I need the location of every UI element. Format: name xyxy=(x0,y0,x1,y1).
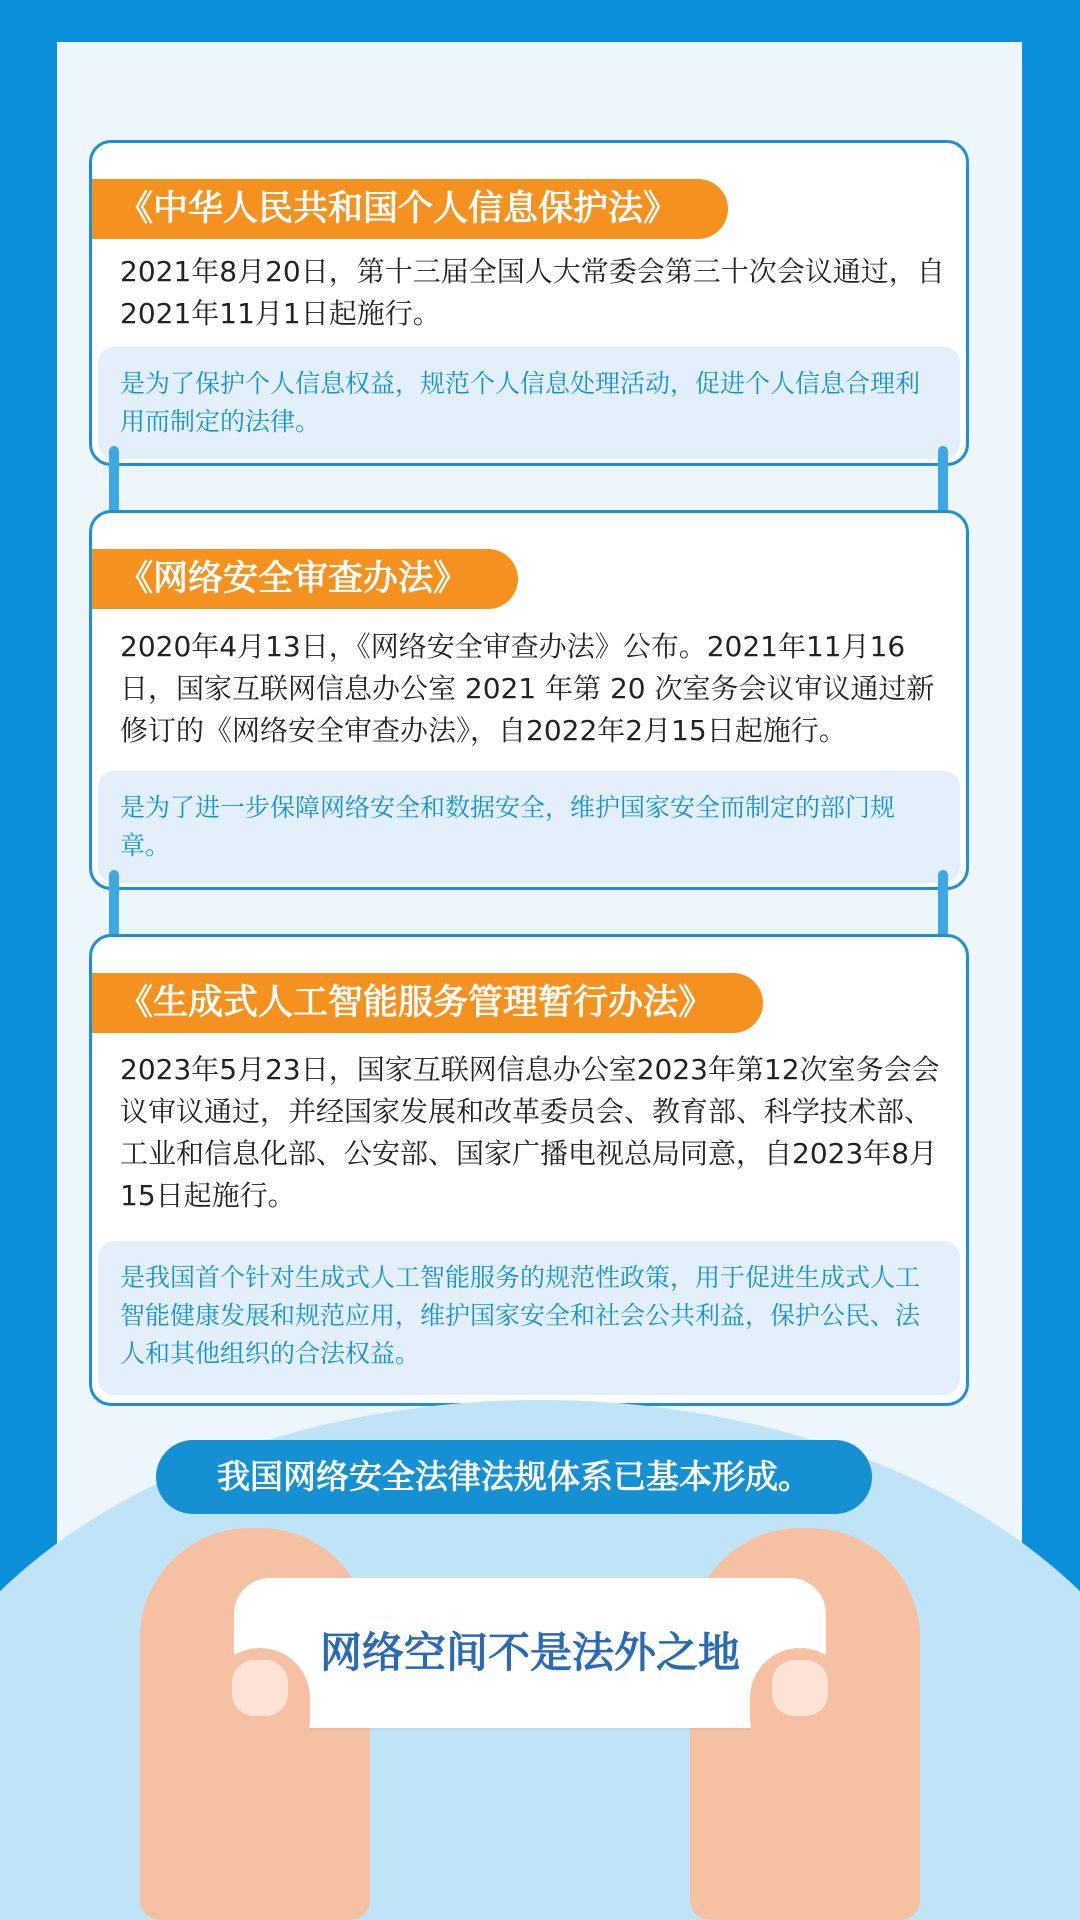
summary-banner: 我国网络安全法律法规体系已基本形成。 xyxy=(156,1440,872,1514)
law-card-cybersecurity-review xyxy=(89,510,969,890)
law-card-pipl xyxy=(89,140,969,466)
law-card-generative-ai xyxy=(89,934,969,1406)
law-card-body: 2021年8月20日，第十三届全国人大常委会第三十次会议通过，自2021年11月1日起施行。 xyxy=(120,255,945,330)
law-card-note: 是为了进一步保障网络安全和数据安全，维护国家安全而制定的部门规章。 xyxy=(98,771,960,883)
law-card-body: 2023年5月23日，国家互联网信息办公室2023年第12次室务会会议审议通过，并经国家发展和改革委员会、教育部、科学技术部、工业和信息化部、公安部、国家广播电视总局同意，自2023年8月15日起施行。 xyxy=(120,1053,940,1212)
left-thumbnail-icon xyxy=(232,1660,288,1716)
law-card-note: 是为了保护个人信息权益，规范个人信息处理活动，促进个人信息合理利用而制定的法律。 xyxy=(98,347,960,459)
right-thumbnail-icon xyxy=(772,1660,828,1716)
law-card-body: 2020年4月13日，《网络安全审查办法》公布。2021年11月16日，国家互联网信息办公室 2021 年第 20 次室务会议审议通过新修订的《网络安全审查办法》，自2022年2月15日起施行。 xyxy=(120,630,935,747)
law-card-note: 是我国首个针对生成式人工智能服务的规范性政策，用于促进生成式人工智能健康发展和规范应用，维护国家安全和社会公共利益，保护公民、法人和其他组织的合法权益。 xyxy=(98,1241,960,1395)
law-card-title: 《生成式人工智能服务管理暂行办法》 xyxy=(92,973,763,1033)
slogan-sign: 网络空间不是法外之地 xyxy=(234,1578,826,1728)
law-card-title: 《中华人民共和国个人信息保护法》 xyxy=(92,179,728,239)
law-card-title: 《网络安全审查办法》 xyxy=(92,549,518,609)
